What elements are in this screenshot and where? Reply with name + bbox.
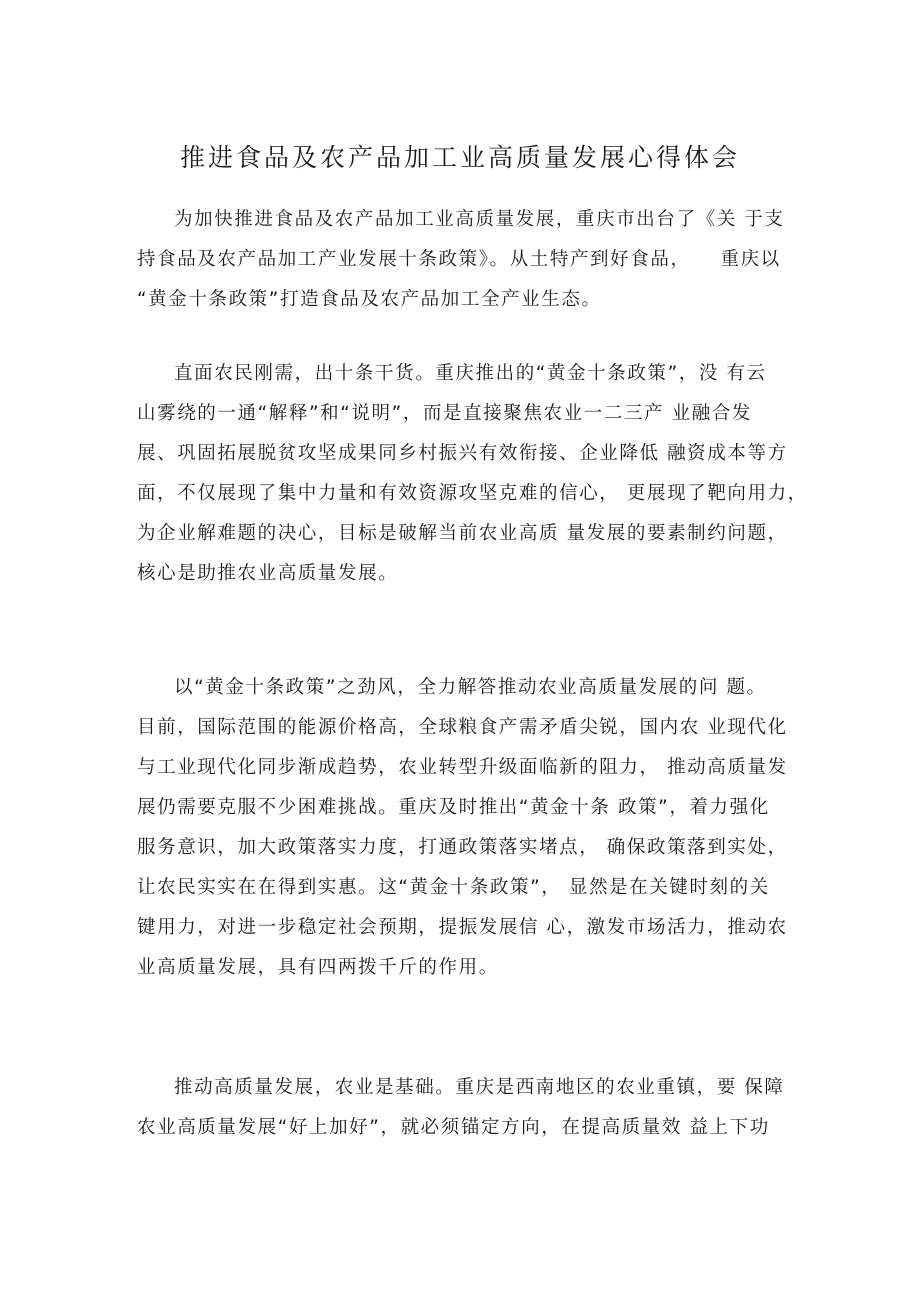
document-title: 推进食品及农产品加工业高质量发展心得体会 — [179, 143, 740, 172]
paragraph-line: 展仍需要克服不少困难挑战。重庆及时推出“黄金十条 政策”，着力强化 — [137, 797, 770, 818]
paragraph-line: 为企业解难题的决心，目标是破解当前农业高质 量发展的要素制约问题， — [137, 523, 788, 544]
paragraph-line: 推动高质量发展，农业是基础。重庆是西南地区的农业重镇，要 保障 — [174, 1077, 785, 1098]
paragraph-line: 服务意识，加大政策落实力度，打通政策落实堵点， 确保政策落到实处， — [137, 837, 788, 858]
paragraph-line: 与工业现代化同步渐成趋势，农业转型升级面临新的阻力， 推动高质量发 — [137, 757, 788, 778]
paragraph-line: 目前，国际范围的能源价格高，全球粮食产需矛盾尖锐，国内农 业现代化 — [137, 717, 788, 738]
paragraph-line: 让农民实实在在得到实惠。这“黄金十条政策”， 显然是在关键时刻的关 — [137, 877, 770, 898]
paragraph-line: 以“黄金十条政策”之劲风，全力解答推动农业高质量发展的问 题。 — [174, 677, 767, 698]
paragraph — [137, 354, 808, 594]
paragraph-line: 为加快推进食品及农产品加工业高质量发展，重庆市出台了《关 于支 — [174, 209, 785, 230]
paragraph-line: 展、巩固拓展脱贫攻坚成果同乡村振兴有效衔接、企业降低 融资成本等方 — [137, 443, 788, 464]
paragraph — [137, 668, 797, 988]
paragraph-line: 持食品及农产品加工产业发展十条政策》。从土特产到好食品， 重庆以 — [137, 249, 781, 270]
paragraph-line: 山雾绕的一通“解释”和“说明”，而是直接聚焦农业一二三产 业融合发 — [137, 403, 753, 424]
paragraph — [137, 200, 797, 320]
paragraph-line: 农业高质量发展“好上加好”，就必须锚定方向，在提高质量效 益上下功 — [137, 1117, 770, 1138]
paragraph — [137, 1068, 797, 1148]
paragraph-line: “黄金十条政策”打造食品及农产品加工全产业生态。 — [137, 289, 602, 310]
paragraph-line: 键用力，对进一步稳定社会预期，提振发展信 心，激发市场活力，推动农 — [137, 917, 788, 938]
paragraph-line: 业高质量发展，具有四两拨千斤的作用。 — [137, 957, 499, 978]
paragraph-line: 面，不仅展现了集中力量和有效资源攻坚克难的信心， 更展现了靶向用力， — [137, 483, 808, 504]
paragraph-line: 核心是助推农业高质量发展。 — [137, 563, 399, 584]
paragraph-line: 直面农民刚需，出十条干货。重庆推出的“黄金十条政策”，没 有云 — [174, 363, 767, 384]
